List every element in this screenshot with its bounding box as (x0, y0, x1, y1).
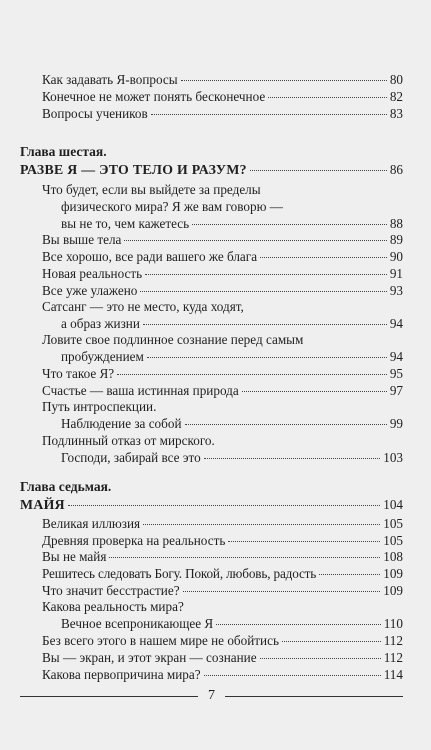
toc-page-number: 88 (389, 216, 403, 231)
toc-entry[interactable] (20, 365, 403, 382)
toc-entry[interactable] (20, 565, 403, 582)
toc-entry-title: Все уже улажено (42, 283, 138, 298)
dot-leader (268, 97, 387, 98)
toc-entry-title-continued: пробуждением (61, 349, 144, 364)
dot-leader (140, 291, 386, 292)
dot-leader (228, 541, 380, 542)
toc-page-number: 91 (389, 266, 403, 281)
page-footer (20, 688, 403, 704)
dot-leader (319, 574, 380, 575)
footer-page-number: 7 (208, 688, 215, 703)
dot-leader (282, 641, 381, 642)
toc-entry-title-continued: Господи, забирай все это (61, 450, 201, 465)
toc-entry-title: Новая реальность (42, 266, 143, 281)
footer-rule-left (20, 696, 198, 697)
toc-entry[interactable] (20, 265, 403, 282)
toc-entry-title: Великая иллюзия (42, 516, 141, 531)
dot-leader (185, 424, 387, 425)
toc-page-number: 104 (383, 497, 403, 512)
toc-entry-title: Сатсанг — это не место, куда ходят, (42, 299, 244, 314)
toc-page-number: 83 (389, 106, 403, 121)
dot-leader (183, 591, 381, 592)
toc-entry-title: Что такое Я? (42, 366, 115, 381)
toc-entry-title: Ловите свое подлинное сознание перед самым (42, 332, 304, 347)
toc-entry-title: Что будет, если вы выйдете за пределы (42, 182, 261, 197)
dot-leader (143, 324, 387, 325)
footer-rule-right (225, 696, 403, 697)
toc-entry[interactable] (20, 632, 403, 649)
toc-page-number: 89 (389, 232, 403, 247)
toc-entry-title-continued: Наблюдение за собой (61, 416, 182, 431)
toc-entry-title: Вы выше тела (42, 232, 122, 247)
toc-entry-title: Подлинный отказ от мирского. (42, 433, 215, 448)
toc-entry-title: Вопросы учеников (42, 106, 148, 121)
toc-page-number: 93 (389, 283, 403, 298)
toc-entry-title: Вы не майя (42, 549, 107, 564)
toc-page-number: 114 (383, 667, 403, 682)
dot-leader (109, 557, 380, 558)
toc-entry[interactable] (20, 331, 403, 365)
toc-entry[interactable] (20, 282, 403, 299)
dot-leader (260, 658, 381, 659)
toc-entry[interactable] (20, 71, 403, 88)
dot-leader (242, 391, 387, 392)
toc-page-number: 95 (389, 366, 403, 381)
toc-entry-title: Конечное не может понять бесконечное (42, 89, 266, 104)
chapter-label: Глава седьмая. (20, 479, 112, 494)
chapter-heading[interactable] (20, 161, 403, 178)
toc-entry[interactable] (20, 666, 403, 683)
toc-page-number: 80 (389, 72, 403, 87)
toc-entry[interactable] (20, 298, 403, 332)
toc-entry-title: Какова реальность мира? (42, 599, 184, 614)
toc-page-number: 86 (389, 162, 403, 177)
toc-entry-title-continued: физического мира? Я же вам говорю — (61, 199, 283, 214)
toc-page-number: 97 (389, 383, 403, 398)
toc-entry-title: Путь интроспекции. (42, 399, 157, 414)
toc-entry-title: Все хорошо, все ради вашего же блага (42, 249, 258, 264)
toc-entry-title: Без всего этого в нашем мире не обойтись (42, 633, 279, 648)
toc-entry[interactable] (20, 598, 403, 632)
toc-entry-title-continued: вы не то, чем кажетесь (61, 216, 190, 231)
dot-leader (124, 240, 386, 241)
toc-entry-title-continued: Вечное всепроникающее Я (61, 616, 214, 631)
dot-leader (181, 80, 387, 81)
dot-leader (145, 274, 387, 275)
dot-leader (204, 458, 381, 459)
toc-entry[interactable] (20, 382, 403, 399)
toc-entry-title: Вы — экран, и этот экран — сознание (42, 650, 257, 665)
toc-page-number: 103 (383, 450, 403, 465)
toc-page-number: 109 (383, 566, 403, 581)
dot-leader (147, 357, 387, 358)
chapter-label: Глава шестая. (20, 144, 107, 159)
toc-entry[interactable] (20, 88, 403, 105)
toc-entry[interactable] (20, 181, 403, 232)
toc-entry-title-continued: а образ жизни (61, 316, 140, 331)
toc-entry-title: Древняя проверка на реальность (42, 533, 226, 548)
toc-entry[interactable] (20, 432, 403, 466)
dot-leader (192, 224, 387, 225)
dot-leader (216, 624, 381, 625)
dot-leader (68, 505, 380, 506)
dot-leader (250, 170, 387, 171)
toc-page-number: 99 (389, 416, 403, 431)
toc-page-number: 112 (383, 633, 403, 648)
dot-leader (204, 675, 381, 676)
dot-leader (117, 374, 387, 375)
chapter-title: РАЗВЕ Я — ЭТО ТЕЛО И РАЗУМ? (20, 162, 247, 177)
toc-entry[interactable] (20, 398, 403, 432)
dot-leader (260, 257, 387, 258)
toc-entry[interactable] (20, 532, 403, 549)
dot-leader (143, 524, 380, 525)
toc-page-number: 108 (383, 549, 403, 564)
toc-page-number: 112 (383, 650, 403, 665)
toc-page-number: 105 (383, 516, 403, 531)
toc-entry-title: Как задавать Я-вопросы (42, 72, 178, 87)
toc-entry-title: Решитесь следовать Богу. Покой, любовь, радость (42, 566, 317, 581)
toc-entry[interactable] (20, 231, 403, 248)
toc-entry[interactable] (20, 515, 403, 532)
toc-entry-title: Что значит бесстрастие? (42, 583, 180, 598)
dot-leader (151, 114, 387, 115)
toc-page-number: 109 (383, 583, 403, 598)
toc-page-number: 90 (389, 249, 403, 264)
chapter-title: МАЙЯ (20, 497, 65, 512)
toc-entry[interactable] (20, 649, 403, 666)
toc-entry[interactable] (20, 582, 403, 599)
toc-page-number: 105 (383, 533, 403, 548)
toc-entry-title: Какова первопричина мира? (42, 667, 201, 682)
toc-page-number: 94 (389, 349, 403, 364)
toc-entry[interactable] (20, 248, 403, 265)
toc-page-number: 82 (389, 89, 403, 104)
chapter-heading[interactable] (20, 496, 403, 513)
toc-entry[interactable] (20, 548, 403, 565)
toc-entry[interactable] (20, 105, 403, 122)
toc-page-number: 110 (383, 616, 403, 631)
toc-entry-title: Счастье — ваша истинная природа (42, 383, 239, 398)
toc-page-number: 94 (389, 316, 403, 331)
